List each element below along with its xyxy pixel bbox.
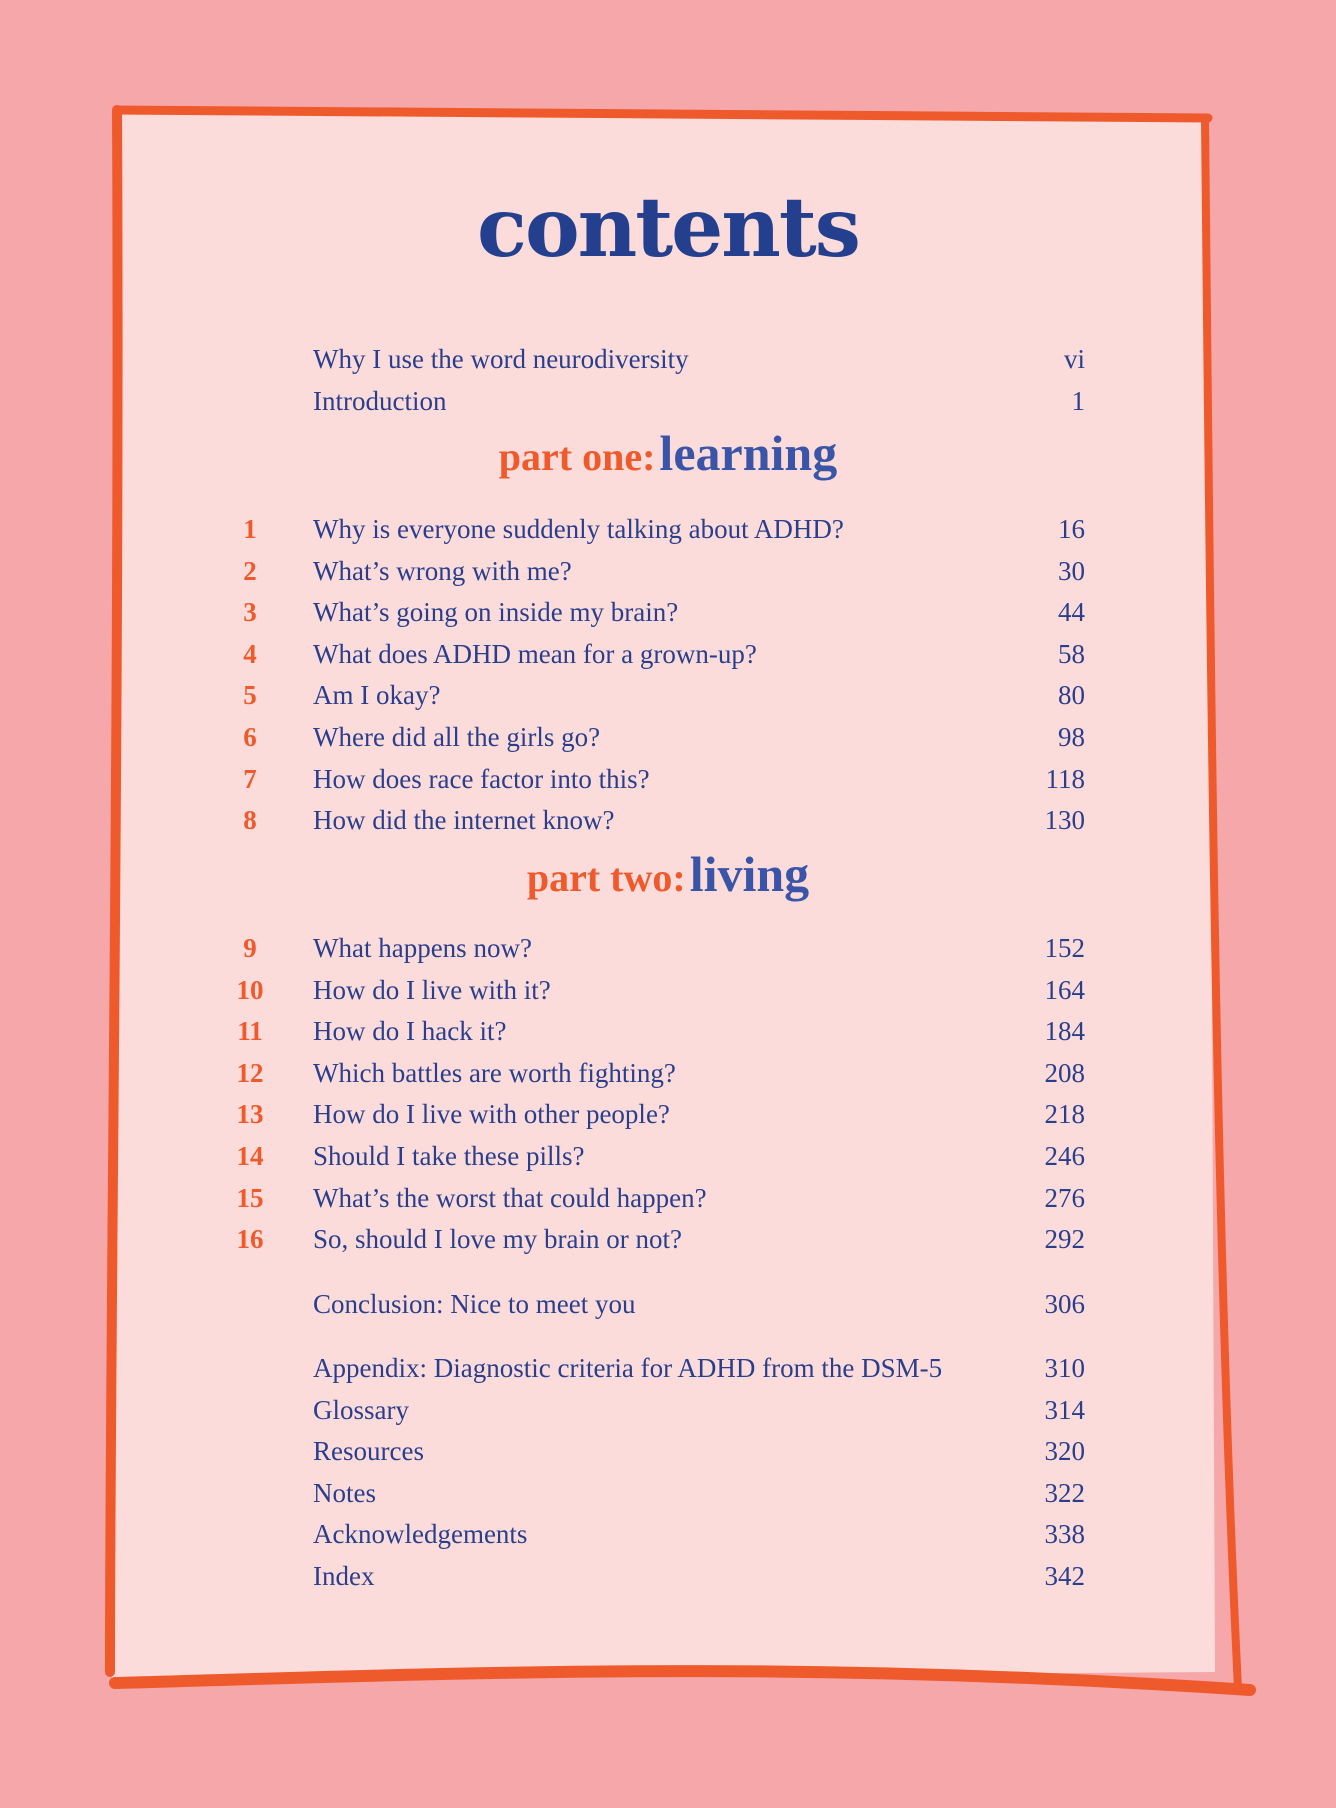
part-prefix: part one: bbox=[498, 434, 656, 479]
page-number: 338 bbox=[1044, 1519, 1085, 1550]
entry-title: Where did all the girls go? bbox=[313, 722, 601, 752]
entry-title: Appendix: Diagnostic criteria for ADHD from the DSM-5 bbox=[313, 1353, 943, 1383]
toc-entry[interactable] bbox=[0, 1348, 1336, 1388]
chapter-number: 10 bbox=[236, 974, 264, 1005]
toc-entry[interactable] bbox=[0, 592, 1336, 632]
chapter-number: 9 bbox=[243, 933, 257, 963]
page-number: 184 bbox=[1044, 1016, 1085, 1047]
part-name: living bbox=[689, 846, 810, 902]
page-number: 130 bbox=[1044, 805, 1085, 836]
page-title: contents bbox=[477, 180, 859, 276]
toc-entry[interactable] bbox=[0, 928, 1336, 968]
page-number: 58 bbox=[1058, 638, 1085, 669]
chapter-number: 3 bbox=[243, 597, 257, 628]
toc-entry[interactable] bbox=[0, 1136, 1336, 1176]
page-number: 306 bbox=[1044, 1289, 1085, 1319]
chapter-number: 14 bbox=[236, 1141, 264, 1171]
chapter-number: 7 bbox=[243, 763, 257, 794]
chapter-number: 12 bbox=[236, 1057, 264, 1088]
toc-entry[interactable] bbox=[0, 1094, 1336, 1134]
entry-title: Acknowledgements bbox=[313, 1519, 528, 1550]
toc-entry[interactable] bbox=[0, 1473, 1336, 1513]
chapter-number: 15 bbox=[236, 1182, 264, 1213]
page-number: 218 bbox=[1044, 1099, 1085, 1130]
chapter-number: 4 bbox=[243, 638, 257, 669]
part-heading-part-one bbox=[0, 425, 1336, 481]
page-number: 118 bbox=[1045, 763, 1085, 794]
page-number: 276 bbox=[1044, 1182, 1085, 1213]
entry-title: How do I live with other people? bbox=[313, 1099, 670, 1130]
toc-entry[interactable] bbox=[0, 634, 1336, 674]
page-number: 16 bbox=[1058, 514, 1085, 544]
toc-entry[interactable] bbox=[0, 1178, 1336, 1218]
entry-title: So, should I love my brain or not? bbox=[313, 1224, 682, 1255]
page-number: 44 bbox=[1058, 597, 1085, 628]
page-number: 98 bbox=[1058, 722, 1085, 752]
toc-entry[interactable] bbox=[0, 381, 1336, 421]
entry-title: Which battles are worth fighting? bbox=[313, 1057, 676, 1088]
entry-title: How do I hack it? bbox=[313, 1016, 507, 1047]
page-number: 1 bbox=[1071, 385, 1085, 416]
page-number: 322 bbox=[1044, 1477, 1085, 1508]
entry-title: Conclusion: Nice to meet you bbox=[313, 1289, 636, 1319]
entry-title: Why I use the word neurodiversity bbox=[313, 344, 689, 374]
entry-title: How does race factor into this? bbox=[313, 763, 650, 794]
page-number: 292 bbox=[1044, 1224, 1085, 1255]
chapter-number: 16 bbox=[236, 1224, 264, 1255]
toc-entry[interactable] bbox=[0, 551, 1336, 591]
part-prefix: part two: bbox=[526, 855, 686, 900]
page-number: 152 bbox=[1044, 933, 1085, 963]
entry-title: Why is everyone suddenly talking about ADHD? bbox=[313, 514, 844, 544]
chapter-number: 13 bbox=[236, 1099, 264, 1130]
entry-title: What’s the worst that could happen? bbox=[313, 1182, 707, 1213]
toc-entry[interactable] bbox=[0, 1011, 1336, 1051]
entry-title: Introduction bbox=[313, 385, 447, 416]
entry-title: Index bbox=[313, 1561, 375, 1591]
entry-title: Glossary bbox=[313, 1394, 409, 1425]
part-heading-part-two bbox=[0, 846, 1336, 902]
page-number: 342 bbox=[1044, 1561, 1085, 1591]
page-number: 208 bbox=[1044, 1057, 1085, 1088]
toc-entry[interactable] bbox=[0, 509, 1336, 549]
chapter-number: 6 bbox=[243, 722, 257, 752]
entry-title: What’s wrong with me? bbox=[313, 555, 572, 586]
toc-entry[interactable] bbox=[0, 1431, 1336, 1471]
toc-entry[interactable] bbox=[0, 717, 1336, 757]
toc-entry[interactable] bbox=[0, 339, 1336, 379]
toc-entry[interactable] bbox=[0, 1284, 1336, 1324]
entry-title: Should I take these pills? bbox=[313, 1141, 585, 1171]
chapter-number: 11 bbox=[237, 1016, 263, 1047]
toc-entry[interactable] bbox=[0, 675, 1336, 715]
page-number: vi bbox=[1063, 344, 1085, 374]
page-number: 314 bbox=[1044, 1394, 1085, 1425]
chapter-number: 8 bbox=[243, 805, 257, 836]
entry-title: What happens now? bbox=[313, 933, 532, 963]
chapter-number: 1 bbox=[243, 514, 257, 544]
toc-entry[interactable] bbox=[0, 970, 1336, 1010]
toc-entry[interactable] bbox=[0, 759, 1336, 799]
toc-entry[interactable] bbox=[0, 1053, 1336, 1093]
toc-entry[interactable] bbox=[0, 1219, 1336, 1259]
page-number: 320 bbox=[1044, 1436, 1085, 1467]
page-number: 164 bbox=[1044, 974, 1085, 1005]
toc-entry[interactable] bbox=[0, 800, 1336, 840]
page-number: 80 bbox=[1058, 680, 1085, 711]
chapter-number: 2 bbox=[243, 555, 257, 586]
part-name: learning bbox=[659, 425, 838, 481]
toc-entry[interactable] bbox=[0, 1556, 1336, 1596]
toc-entry[interactable] bbox=[0, 1514, 1336, 1554]
page-number: 30 bbox=[1058, 555, 1085, 586]
entry-title: Notes bbox=[313, 1477, 376, 1508]
page-number: 310 bbox=[1044, 1353, 1085, 1383]
entry-title: Resources bbox=[313, 1436, 424, 1467]
entry-title: What’s going on inside my brain? bbox=[313, 597, 679, 628]
entry-title: How do I live with it? bbox=[313, 974, 551, 1005]
toc-entry[interactable] bbox=[0, 1390, 1336, 1430]
page-number: 246 bbox=[1044, 1141, 1085, 1171]
entry-title: Am I okay? bbox=[313, 680, 441, 711]
entry-title: How did the internet know? bbox=[313, 805, 615, 836]
entry-title: What does ADHD mean for a grown-up? bbox=[313, 638, 757, 669]
chapter-number: 5 bbox=[243, 680, 257, 711]
